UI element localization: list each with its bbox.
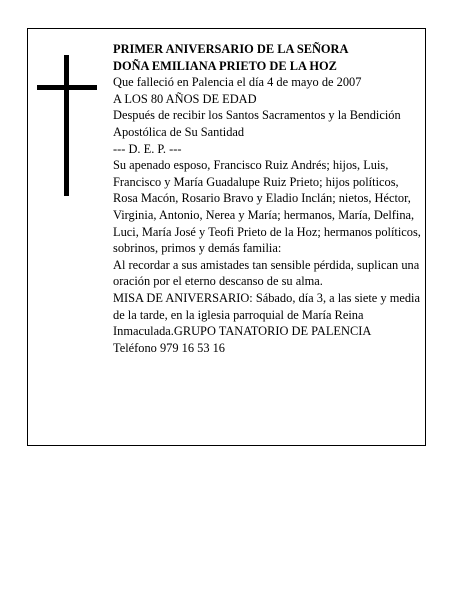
cross-icon-bar (37, 85, 97, 90)
obituary-text (113, 41, 422, 356)
family-paragraph: Su apenado esposo, Francisco Ruiz Andrés; hijos, Luis, Francisco y María Guadalupe Ruiz Prieto; hijos políticos, Rosa Macón, Rosario Bravo y Eladio Inclán; nietos, Héctor, Virginia, Antonio, Nerea y María; hermanos, María, Delfina, Luci, María José y Teofi Prieto de la Hoz; hermanos políticos, sobrinos, primos y demás familia: (113, 158, 421, 256)
cross-icon (64, 55, 69, 196)
phone-line: Teléfono 979 16 53 16 (113, 340, 226, 355)
rip-line: --- D. E. P. --- (113, 141, 182, 156)
notice-heading-line-1: PRIMER ANIVERSARIO DE LA SEÑORA (113, 42, 349, 56)
notice-heading-line-2: DOÑA EMILIANA PRIETO DE LA HOZ (113, 58, 337, 73)
age-line: A LOS 80 AÑOS DE EDAD (113, 91, 257, 106)
death-date-line: Que falleció en Palencia el día 4 de mayo de 2007 (113, 75, 362, 90)
request-paragraph: Al recordar a sus amistades tan sensible pérdida, suplican una oración por el eterno descanso de su alma. (113, 257, 420, 289)
mass-paragraph: MISA DE ANIVERSARIO: Sábado, día 3, a las siete y media de la tarde, en la iglesia parroquial de María Reina Inmaculada.GRUPO TANATORIO DE PALENCIA (113, 290, 420, 339)
sacraments-line: Después de recibir los Santos Sacramentos y la Bendición Apostólica de Su Santidad (113, 108, 401, 139)
